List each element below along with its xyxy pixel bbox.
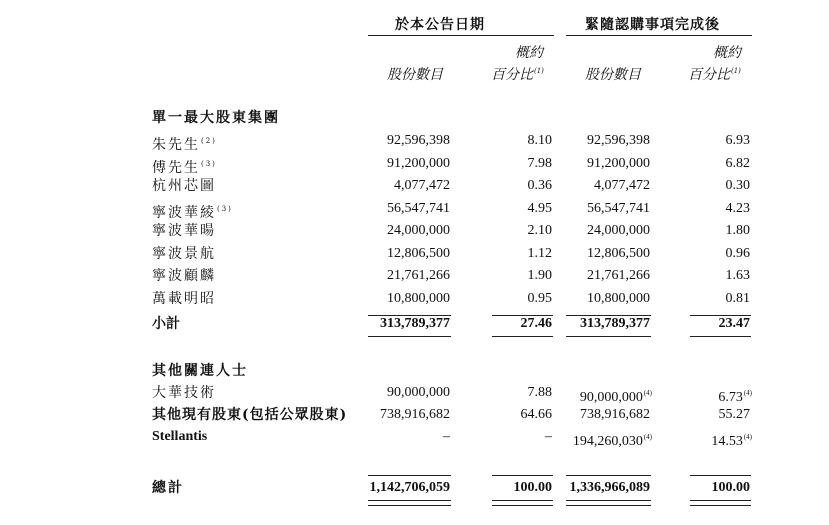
row-percent-1: 8.10	[527, 133, 552, 148]
row-shares-2: 91,200,000	[587, 156, 650, 171]
row-shares-1: 24,000,000	[387, 223, 450, 238]
row-shares-1-dahua: 90,000,000	[387, 385, 450, 400]
row-percent-2: 1.63	[725, 268, 750, 283]
row-percent-2: 0.30	[725, 178, 750, 193]
row-shares-1: 92,596,398	[387, 133, 450, 148]
row-percent-1: 2.10	[527, 223, 552, 238]
row-percent-1: 0.36	[527, 178, 552, 193]
row-shares-1: 56,547,741	[387, 201, 450, 216]
row-shares-2: 4,077,472	[594, 178, 650, 193]
row-shares-2-stellantis: 194,260,030$^{(4)}$	[572, 433, 652, 449]
row-percent-2-stellantis: 14.53$^{(4)}$	[711, 433, 752, 449]
row-shares-2: 12,806,500	[587, 246, 650, 261]
total-rule-p1	[492, 475, 553, 476]
row-shares-1: 91,200,000	[387, 156, 450, 171]
row-shares-2-public: 738,916,682	[580, 407, 650, 422]
header-shares-1: 股份數目	[387, 67, 443, 83]
section-title-largest-shareholder-group: 單一最大股東集團	[152, 110, 280, 126]
row-percent-1: 0.95	[527, 291, 552, 306]
row-shares-2: 56,547,741	[587, 201, 650, 216]
total-percent-1: 100.00	[513, 480, 552, 495]
row-percent-1: 4.95	[527, 201, 552, 216]
row-name: 寧波顧麟	[152, 268, 216, 284]
row-percent-2-public: 55.27	[718, 407, 750, 422]
row-percent-1: 1.90	[527, 268, 552, 283]
row-shares-1-public: 738,916,682	[380, 407, 450, 422]
row-percent-1-dahua: 7.88	[527, 385, 552, 400]
row-shares-2: 24,000,000	[587, 223, 650, 238]
row-shares-2: 21,761,266	[587, 268, 650, 283]
row-shares-1-stellantis: –	[443, 429, 450, 444]
header-approx-1: 概約	[515, 45, 543, 61]
total-double-rule-p1	[492, 500, 553, 506]
row-percent-2: 4.23	[725, 201, 750, 216]
subtotal-bottom-rule-s1	[368, 336, 451, 337]
row-name-stellantis: Stellantis	[152, 429, 208, 444]
row-name-public-shareholders: 其他現有股東(包括公眾股東)	[152, 407, 348, 423]
header-shares-2: 股份數目	[585, 67, 641, 83]
total-shares-1: 1,142,706,059	[369, 480, 450, 495]
row-percent-1: 1.12	[527, 246, 552, 261]
subtotal-percent-2: 23.47	[718, 316, 750, 331]
row-shares-1: 12,806,500	[387, 246, 450, 261]
subtotal-bottom-rule-p1	[492, 336, 553, 337]
header-group2-underline	[566, 35, 752, 36]
total-rule-s2	[566, 475, 651, 476]
row-shares-2: 92,596,398	[587, 133, 650, 148]
header-group1-underline	[368, 35, 554, 36]
row-percent-2: 0.81	[725, 291, 750, 306]
row-percent-2: 6.93	[725, 133, 750, 148]
total-rule-p2	[690, 475, 751, 476]
total-double-rule-p2	[690, 500, 751, 506]
row-shares-2: 10,800,000	[587, 291, 650, 306]
row-name-dahua: 大華技術	[152, 385, 216, 401]
total-double-rule-s2	[566, 500, 651, 506]
header-percent-2: 百分比$^{(1)}$	[688, 67, 741, 83]
row-percent-2: 0.96	[725, 246, 750, 261]
row-percent-1: 7.98	[527, 156, 552, 171]
row-percent-1-stellantis: –	[545, 429, 552, 444]
total-rule-s1	[368, 475, 451, 476]
row-name: 傅先生$^{(3)}$	[152, 160, 217, 176]
subtotal-shares-1: 313,789,377	[380, 316, 450, 331]
total-double-rule-s1	[368, 500, 451, 506]
subtotal-bottom-rule-p2	[690, 336, 751, 337]
row-name: 杭州芯圖	[152, 178, 216, 194]
section-title-other-connected-persons: 其他關連人士	[152, 363, 248, 379]
total-label: 總計	[152, 480, 184, 496]
header-group-announcement-date: 於本公告日期	[395, 17, 485, 33]
row-name: 萬載明昭	[152, 291, 216, 307]
row-percent-1-public: 64.66	[520, 407, 552, 422]
row-name: 寧波景航	[152, 246, 216, 262]
row-percent-2: 1.80	[725, 223, 750, 238]
header-group-after-subscription: 緊隨認購事項完成後	[585, 17, 720, 33]
row-shares-1: 21,761,266	[387, 268, 450, 283]
row-percent-2-dahua: 6.73$^{(4)}$	[718, 389, 752, 405]
row-name: 寧波華綾$^{(3)}$	[152, 205, 233, 221]
row-name: 寧波華暘	[152, 223, 216, 239]
row-shares-1: 4,077,472	[394, 178, 450, 193]
header-approx-2: 概約	[713, 45, 741, 61]
row-name: 朱先生$^{(2)}$	[152, 137, 217, 153]
row-percent-2: 6.82	[725, 156, 750, 171]
subtotal-bottom-rule-s2	[566, 336, 651, 337]
subtotal-percent-1: 27.46	[520, 316, 552, 331]
row-shares-2-dahua: 90,000,000$^{(4)}$	[579, 389, 652, 405]
total-percent-2: 100.00	[711, 480, 750, 495]
header-percent-1: 百分比$^{(1)}$	[491, 67, 544, 83]
row-shares-1: 10,800,000	[387, 291, 450, 306]
subtotal-label: 小計	[152, 316, 180, 332]
subtotal-shares-2: 313,789,377	[580, 316, 650, 331]
total-shares-2: 1,336,966,089	[569, 480, 650, 495]
